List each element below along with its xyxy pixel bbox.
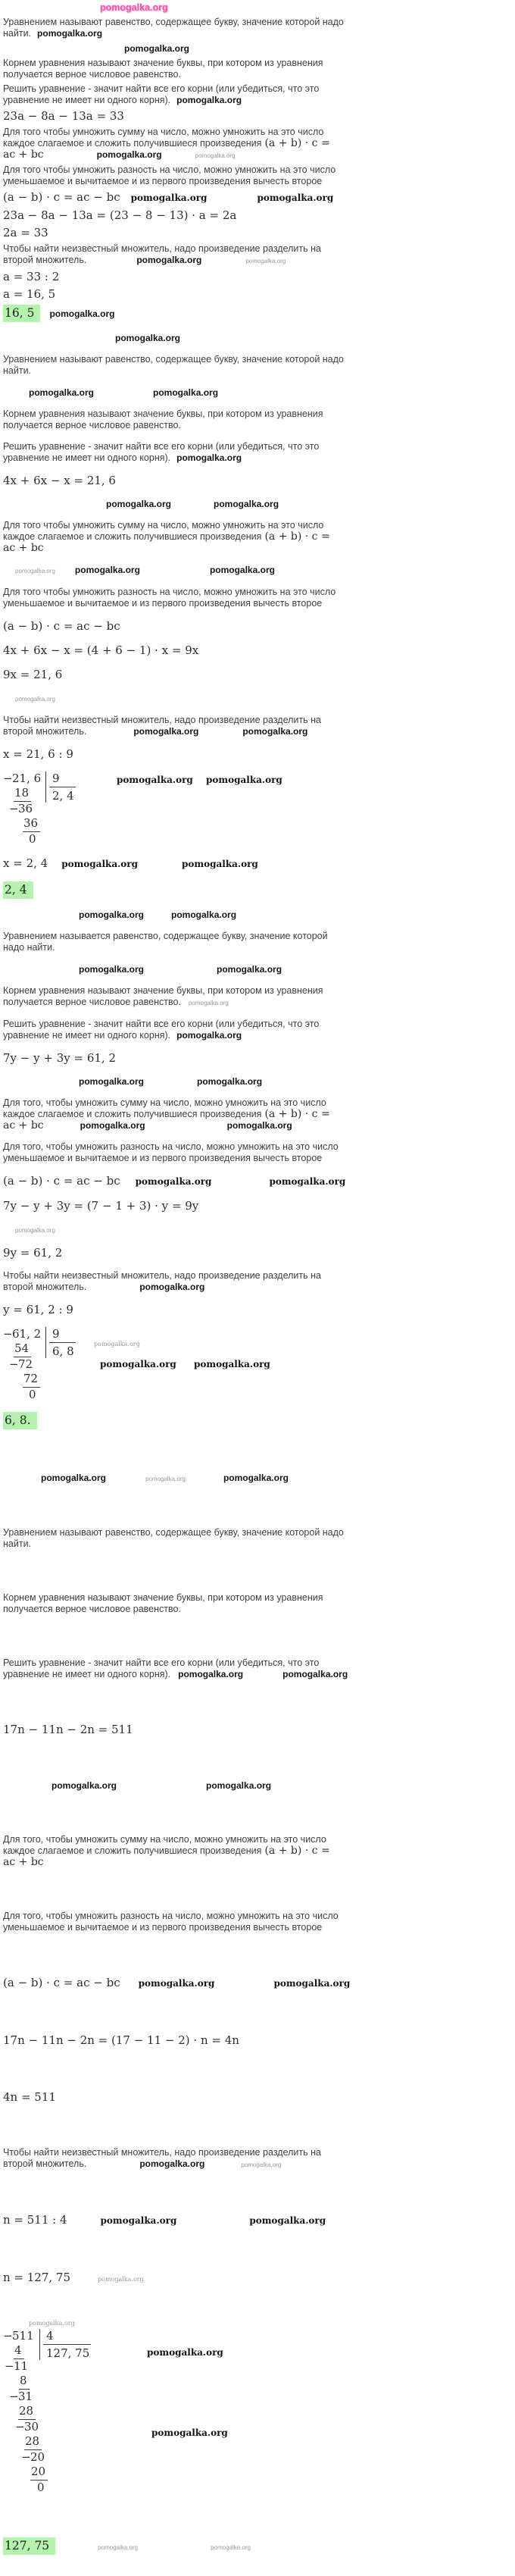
watermark: pomogalka.org (117, 775, 193, 785)
watermark: pomogalka.org (61, 859, 138, 869)
answer-row (3, 1412, 510, 1429)
division-number: 11 (14, 2359, 29, 2373)
watermark: pomogalka.org (197, 1076, 263, 1087)
paragraph-line: Чтобы найти неизвестный множитель, надо произведение разделить на (3, 1270, 321, 1281)
division-number: 8 (19, 2374, 30, 2390)
minus-sign: − (3, 772, 13, 785)
inline-formula: (a + b) · c = (264, 1108, 330, 1120)
division-number: 20 (30, 2450, 45, 2464)
quotient: 6, 8 (52, 1344, 74, 1358)
inline-formula: (a + b) · c = (264, 137, 330, 149)
paragraph-line: каждое слагаемое и сложить получившиеся произведения (3, 1845, 262, 1856)
watermark-row (100, 2, 510, 14)
paragraph-line: получается верное числовое равенство. (3, 1604, 181, 1614)
paragraph-line: Уравнением называют равенство, содержащее букву, значение которой надо (3, 17, 344, 27)
equation-expand: 4x + 6x − x = (4 + 6 − 1) · x = 9x (3, 643, 199, 657)
watermark: pomogalka.org (115, 333, 181, 343)
paragraph-line: Решить уравнение - значит найти все его корни (или убедиться, что это (3, 1657, 320, 1668)
equation-main: 17n − 11n − 2n = 511 (3, 1723, 133, 1736)
watermark: pomogalka.org (130, 192, 208, 203)
theory-paragraph (3, 1657, 510, 1680)
paragraph-line: получается верное числовое равенство. (3, 69, 181, 80)
equation-division: y = 61, 2 : 9 (3, 1303, 73, 1316)
answer-badge: 2, 4 (3, 881, 33, 899)
watermark: pomogalka.org (188, 1000, 229, 1006)
watermark: pomogalka.org (15, 1227, 55, 1234)
paragraph-line: Корнем уравнения называют значение буквы, при котором из уравнения (3, 985, 323, 996)
watermark: pomogalka.org (241, 2161, 282, 2168)
inline-formula: ac + bc (3, 1856, 44, 1868)
paragraph-line: найти. (3, 365, 32, 376)
inline-formula: ac + bc (3, 1119, 44, 1131)
equation-division: a = 33 : 2 (3, 270, 60, 283)
theory-paragraph (3, 1270, 510, 1293)
division-remainder: 0 (37, 2481, 45, 2494)
theory-paragraph (3, 164, 510, 187)
paragraph-line: уравнение не имеет ни одного корня). (3, 1669, 171, 1679)
division-number: 20 (30, 2465, 48, 2481)
watermark: pomogalka.org (211, 2544, 251, 2551)
division-row (3, 2404, 510, 2420)
watermark-row (3, 564, 510, 577)
theory-paragraph (3, 354, 510, 377)
theory-paragraph (3, 1019, 510, 1041)
watermark: pomogalka.org (195, 152, 236, 159)
watermark-row (3, 42, 510, 55)
paragraph-line: уменьшаемое и вычитаемое и из первого произведения вычесть второе (3, 176, 323, 186)
paragraph-line: уменьшаемое и вычитаемое и из первого произведения вычесть второе (3, 1922, 323, 1933)
watermark: pomogalka.org (194, 1359, 270, 1369)
answer-badge: 16, 5 (3, 305, 40, 322)
watermark: pomogalka.org (147, 2347, 223, 2358)
watermark: pomogalka.org (15, 568, 55, 574)
watermark: pomogalka.org (139, 1282, 205, 1292)
theory-paragraph (3, 243, 510, 267)
watermark-row (3, 332, 510, 344)
division-number: 72 (23, 1372, 40, 1388)
division-remainder: 0 (29, 1388, 36, 1401)
theory-paragraph (3, 520, 510, 554)
long-division (3, 1327, 510, 1402)
paragraph-line: Уравнением называется равенство, содержащее букву, значение которой (3, 931, 328, 941)
paragraph-line: Для того чтобы умножить сумму на число, можно умножить на это число (3, 520, 324, 531)
dividend: 511 (12, 2329, 34, 2343)
paragraph-line: Чтобы найти неизвестный множитель, надо произведение разделить на (3, 715, 321, 725)
equation-result: x = 2, 4 (3, 856, 48, 870)
paragraph-line: найти. (3, 28, 32, 39)
inline-formula: ac + bc (3, 149, 44, 161)
paragraph-line: Корнем уравнения называют значение буквы, при котором из уравнения (3, 1592, 323, 1603)
watermark: pomogalka.org (15, 696, 55, 703)
theory-paragraph (3, 1592, 510, 1615)
divisor: 9 (49, 772, 76, 787)
watermark: pomogalka.org (49, 308, 115, 319)
paragraph-line: Для того чтобы умножить разность на число, можно умножить на это число (3, 164, 336, 175)
paragraph-line: Уравнением называют равенство, содержащее букву, значение которой надо (3, 354, 344, 365)
watermark: pomogalka.org (206, 775, 282, 785)
equation-result: n = 127, 75 (3, 2271, 71, 2284)
division-row (3, 2374, 510, 2390)
paragraph-line: каждое слагаемое и сложить получившиеся произведения (3, 531, 262, 542)
solution-block-4 (3, 1472, 510, 2556)
division-row (3, 1372, 510, 1388)
equation-simplified: 9y = 61, 2 (3, 1246, 63, 1260)
division-corner (45, 1327, 79, 1358)
divisor: 4 (43, 2329, 91, 2345)
equation-simplified: 9x = 21, 6 (3, 668, 63, 681)
solution-block-2 (3, 332, 510, 899)
watermark-row (3, 1472, 510, 1485)
minus-sign: − (3, 2329, 13, 2343)
division-number: 28 (18, 2404, 36, 2420)
division-row (3, 2359, 510, 2374)
watermark: pomogalka.org (94, 1341, 140, 1347)
paragraph-line: Для того, чтобы умножить сумму на число, можно умножить на это число (3, 1834, 326, 1845)
paragraph-line: второй множитель. (3, 2158, 87, 2169)
paragraph-line: Для того чтобы умножить сумму на число, можно умножить на это число (3, 127, 324, 137)
division-row (3, 2450, 510, 2465)
watermark-row (3, 909, 510, 921)
division-number: 18 (14, 786, 31, 802)
theory-paragraph (3, 985, 510, 1009)
watermark: pomogalka.org (100, 1359, 176, 1369)
watermark: pomogalka.org (74, 565, 140, 575)
paragraph-line: Корнем уравнения называют значение буквы, при котором из уравнения (3, 58, 323, 68)
watermark: pomogalka.org (79, 964, 145, 975)
equation-division: n = 511 : 4 (3, 2213, 67, 2227)
division-row (3, 1327, 510, 1341)
paragraph-line: уравнение не имеет ни одного корня). (3, 1030, 171, 1041)
theory-paragraph (3, 2147, 510, 2171)
watermark-row (3, 387, 510, 399)
equation-simplified: 4n = 511 (3, 2090, 56, 2104)
minus-sign: − (15, 2420, 25, 2434)
paragraph-line: Для того, чтобы умножить разность на число, можно умножить на это число (3, 1911, 339, 1921)
watermark: pomogalka.org (96, 149, 162, 160)
division-number: 28 (24, 2434, 42, 2450)
division-row (3, 2465, 510, 2481)
theory-paragraph (3, 1527, 510, 1550)
equation-expand: 23a − 8a − 13a = (23 − 8 − 13) · a = 2a (3, 208, 237, 222)
paragraph-line: Решить уравнение - значит найти все его корни (или убедиться, что это (3, 83, 320, 94)
watermark: pomogalka.org (178, 1669, 244, 1679)
equation-rule: (a − b) · c = ac − bc (3, 1174, 120, 1188)
watermark: pomogalka.org (135, 1176, 212, 1187)
answer-row (3, 2537, 510, 2556)
equation-expand: 7y − y + 3y = (7 − 1 + 3) · y = 9y (3, 1199, 199, 1213)
site-watermark-pink: pomogalka.org (100, 2, 168, 13)
paragraph-line: Чтобы найти неизвестный множитель, надо произведение разделить на (3, 2147, 321, 2158)
theory-paragraph (3, 1911, 510, 1933)
division-number: 36 (23, 816, 40, 832)
watermark: pomogalka.org (209, 565, 275, 575)
watermark: pomogalka.org (282, 1669, 348, 1679)
watermark: pomogalka.org (136, 255, 202, 265)
watermark: pomogalka.org (226, 1120, 292, 1131)
division-row (3, 786, 510, 802)
paragraph-line: Для того чтобы умножить разность на число, можно умножить на это число (3, 587, 336, 597)
watermark: pomogalka.org (214, 499, 279, 509)
minus-sign: − (21, 2450, 31, 2464)
theory-paragraph (3, 587, 510, 609)
division-row (3, 1388, 510, 1402)
division-number: 31 (18, 2390, 33, 2403)
minus-sign: − (9, 802, 19, 815)
minus-sign: − (9, 1357, 19, 1371)
paragraph-line: каждое слагаемое и сложить получившиеся произведения (3, 1109, 262, 1119)
watermark: pomogalka.org (29, 387, 95, 398)
watermark: pomogalka.org (245, 258, 286, 264)
equation-main: 4x + 6x − x = 21, 6 (3, 474, 116, 487)
paragraph-line: второй множитель. (3, 726, 87, 737)
minus-sign: − (9, 2390, 19, 2403)
watermark: pomogalka.org (100, 2215, 177, 2226)
watermark-row (3, 1779, 510, 1792)
watermark: pomogalka.org (29, 2320, 75, 2327)
division-corner (45, 772, 79, 803)
watermark: pomogalka.org (176, 1030, 242, 1041)
watermark: pomogalka.org (138, 1978, 215, 1989)
inline-formula: (a + b) · c = (264, 531, 330, 543)
quotient: 127, 75 (46, 2346, 90, 2360)
division-number: 72 (18, 1357, 33, 1371)
paragraph-line: второй множитель. (3, 255, 87, 265)
watermark: pomogalka.org (217, 964, 282, 975)
watermark: pomogalka.org (171, 909, 237, 920)
theory-paragraph (3, 1834, 510, 1868)
division-row (3, 816, 510, 832)
watermark: pomogalka.org (133, 726, 199, 737)
theory-paragraph (3, 1141, 510, 1164)
watermark: pomogalka.org (269, 1176, 346, 1187)
watermark: pomogalka.org (249, 2215, 326, 2226)
answer-badge: 6, 8. (3, 1412, 37, 1429)
watermark: pomogalka.org (41, 1473, 107, 1483)
paragraph-line: Для того, чтобы умножить разность на число, можно умножить на это число (3, 1141, 339, 1152)
watermark-row (3, 1223, 510, 1236)
dividend: 21, 6 (12, 772, 42, 785)
division-row (3, 2390, 510, 2404)
divisor: 9 (49, 1327, 76, 1343)
equation-division: x = 21, 6 : 9 (3, 747, 73, 761)
inline-formula: (a + b) · c = (264, 1845, 330, 1857)
equation-rule: (a − b) · c = ac − bc (3, 190, 120, 204)
paragraph-line: Решить уравнение - значит найти все его корни (или убедиться, что это (3, 441, 320, 452)
division-number: 30 (24, 2420, 39, 2434)
solution-block-1 (3, 2, 510, 322)
theory-paragraph (3, 83, 510, 106)
paragraph-line: уменьшаемое и вычитаемое и из первого произведения вычесть второе (3, 1153, 323, 1163)
paragraph-line: уравнение не имеет ни одного корня). (3, 452, 171, 463)
paragraph-line: получается верное числовое равенство. (3, 420, 181, 430)
watermark-row (3, 1075, 510, 1088)
answer-badge: 127, 75 (3, 2537, 55, 2555)
minus-sign: − (3, 1327, 13, 1341)
division-row (3, 802, 510, 816)
watermark: pomogalka.org (182, 859, 258, 869)
answer-row (3, 305, 510, 322)
division-number: 4 (14, 2343, 24, 2359)
paragraph-line: надо найти. (3, 942, 55, 953)
watermark: pomogalka.org (98, 2276, 144, 2283)
paragraph-line: Чтобы найти неизвестный множитель, надо произведение разделить на (3, 243, 321, 254)
division-row (3, 1341, 510, 1357)
division-number: 54 (14, 1341, 31, 1357)
division-row (3, 832, 510, 847)
watermark: pomogalka.org (257, 192, 334, 203)
equation-rule: (a − b) · c = ac − bc (3, 1976, 120, 1989)
division-corner (39, 2329, 94, 2360)
division-number: 36 (18, 802, 33, 815)
equation-main: 7y − y + 3y = 61, 2 (3, 1051, 116, 1065)
long-division (3, 772, 510, 847)
paragraph-line: получается верное числовое равенство. (3, 997, 181, 1007)
watermark: pomogalka.org (206, 1780, 272, 1791)
watermark: pomogalka.org (273, 1978, 351, 1989)
watermark: pomogalka.org (79, 909, 145, 920)
long-division (3, 2320, 510, 2495)
quotient: 2, 4 (52, 789, 74, 803)
watermark: pomogalka.org (176, 95, 242, 105)
paragraph-line: Решить уравнение - значит найти все его корни (или убедиться, что это (3, 1019, 320, 1029)
watermark: pomogalka.org (242, 726, 308, 737)
theory-paragraph (3, 931, 510, 953)
paragraph-line: каждое слагаемое и сложить получившиеся произведения (3, 138, 262, 149)
theory-paragraph (3, 127, 510, 161)
paragraph-line: уравнение не имеет ни одного корня). (3, 95, 171, 105)
watermark: pomogalka.org (37, 28, 103, 39)
watermark: pomogalka.org (139, 2158, 205, 2169)
watermark: pomogalka.org (223, 1473, 289, 1483)
paragraph-line: второй множитель. (3, 1282, 87, 1292)
theory-paragraph (3, 715, 510, 737)
answer-row (3, 881, 510, 899)
inline-formula: ac + bc (3, 542, 44, 554)
division-row (3, 2481, 510, 2495)
watermark-row (3, 498, 510, 510)
division-row (3, 2434, 510, 2450)
watermark: pomogalka.org (80, 1120, 145, 1131)
watermark-row (3, 692, 510, 705)
watermark: pomogalka.org (98, 2544, 139, 2551)
paragraph-line: уменьшаемое и вычитаемое и из первого произведения вычесть второе (3, 598, 323, 609)
watermark: pomogalka.org (106, 499, 172, 509)
paragraph-line: Уравнением называют равенство, содержащее букву, значение которой надо (3, 1527, 344, 1538)
dividend: 61, 2 (12, 1327, 42, 1341)
equation-simplified: 2a = 33 (3, 226, 48, 239)
watermark: pomogalka.org (145, 1476, 186, 1482)
theory-paragraph (3, 1097, 510, 1131)
watermark: pomogalka.org (52, 1780, 117, 1791)
division-remainder: 0 (29, 832, 36, 846)
watermark: pomogalka.org (79, 1076, 145, 1087)
paragraph-line: найти. (3, 1538, 32, 1549)
watermark: pomogalka.org (176, 452, 242, 463)
equation-rule: (a − b) · c = ac − bc (3, 619, 120, 633)
division-row (3, 2420, 510, 2434)
theory-paragraph (3, 408, 510, 431)
paragraph-line: Корнем уравнения называют значение буквы, при котором из уравнения (3, 408, 323, 419)
minus-sign: − (5, 2359, 14, 2373)
watermark: pomogalka.org (124, 43, 190, 54)
equation-main: 23a − 8a − 13a = 33 (3, 109, 124, 123)
theory-paragraph (3, 17, 510, 39)
solution-block-3 (3, 909, 510, 1429)
theory-paragraph (3, 58, 510, 80)
watermark: pomogalka.org (153, 387, 219, 398)
watermark: pomogalka.org (151, 2427, 228, 2438)
paragraph-line: Для того, чтобы умножить сумму на число, можно умножить на это число (3, 1097, 326, 1108)
theory-paragraph (3, 441, 510, 464)
equation-result: a = 16, 5 (3, 287, 56, 301)
equation-expand: 17n − 11n − 2n = (17 − 11 − 2) · n = 4n (3, 2033, 239, 2047)
watermark-row (3, 963, 510, 975)
